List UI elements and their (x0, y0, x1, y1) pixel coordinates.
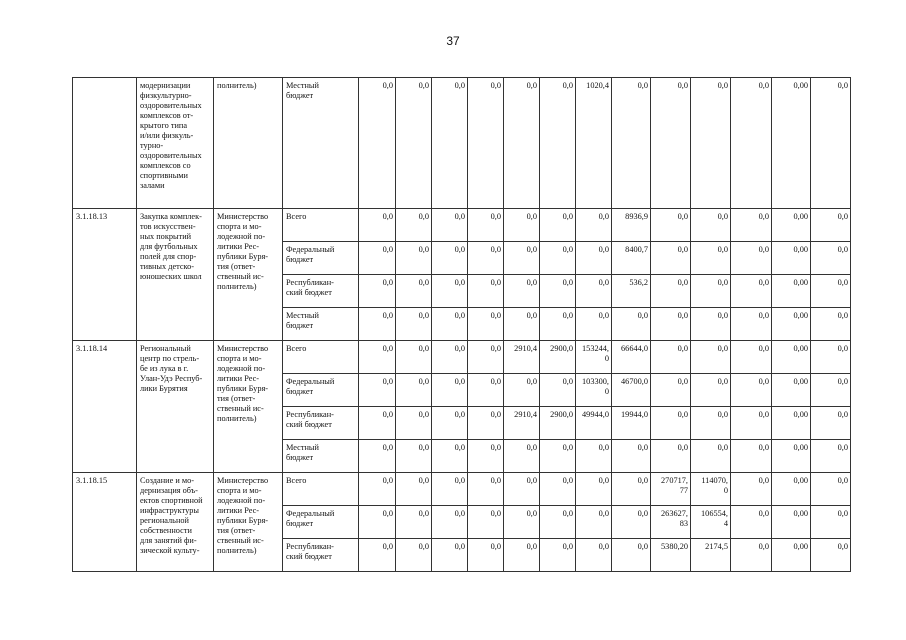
funding-source-cell: Всего (283, 473, 359, 506)
value-cell: 0,0 (396, 506, 432, 539)
item-code-cell: 3.1.18.14 (73, 341, 137, 473)
value-cell: 0,0 (504, 506, 540, 539)
value-cell: 0,0 (540, 275, 576, 308)
value-cell: 0,0 (731, 209, 772, 242)
value-cell: 0,0 (359, 506, 396, 539)
item-executor-cell: Министерство спорта и мо- лодежной по- литики Рес- публики Буря- тия (ответ- ственный ис- полнитель) (214, 473, 283, 572)
value-cell: 0,0 (396, 473, 432, 506)
value-cell: 0,0 (576, 506, 612, 539)
value-cell: 0,0 (811, 506, 851, 539)
value-cell: 0,0 (359, 308, 396, 341)
value-cell: 0,0 (504, 473, 540, 506)
item-executor-cell: Министерство спорта и мо- лодежной по- литики Рес- публики Буря- тия (ответ- ственный ис- полнитель) (214, 209, 283, 341)
value-cell: 0,0 (731, 275, 772, 308)
funding-source-cell: Федеральный бюджет (283, 374, 359, 407)
value-cell: 0,0 (576, 473, 612, 506)
value-cell: 263627, 83 (651, 506, 691, 539)
value-cell: 0,0 (651, 242, 691, 275)
table-row (73, 341, 851, 374)
value-cell: 49944,0 (576, 407, 612, 440)
table-row (73, 78, 851, 209)
value-cell: 2910,4 (504, 341, 540, 374)
value-cell: 0,00 (772, 78, 811, 209)
item-executor-cell: Министерство спорта и мо- лодежной по- литики Рес- публики Буря- тия (ответ- ственный ис- полнитель) (214, 341, 283, 473)
item-code-cell: 3.1.18.13 (73, 209, 137, 341)
budget-table (72, 77, 851, 572)
value-cell: 0,0 (612, 506, 651, 539)
value-cell: 0,0 (651, 440, 691, 473)
value-cell: 103300, 0 (576, 374, 612, 407)
value-cell: 0,0 (396, 341, 432, 374)
value-cell: 0,0 (359, 209, 396, 242)
funding-source-cell: Республикан- ский бюджет (283, 275, 359, 308)
value-cell: 0,0 (691, 308, 731, 341)
value-cell: 0,0 (811, 242, 851, 275)
funding-source-cell: Всего (283, 209, 359, 242)
item-name-cell: модернизации физкультурно- оздоровительных комплексов от- крытого типа и/или физкуль- турно- оздоровительных комплексов со спортивными залами (137, 78, 214, 209)
value-cell: 0,0 (731, 242, 772, 275)
value-cell: 1020,4 (576, 78, 612, 209)
page-number: 37 (446, 34, 460, 48)
value-cell: 0,0 (359, 341, 396, 374)
value-cell: 270717, 77 (651, 473, 691, 506)
value-cell: 0,0 (540, 539, 576, 572)
item-executor-cell: полнитель) (214, 78, 283, 209)
value-cell: 0,00 (772, 440, 811, 473)
value-cell: 0,0 (432, 308, 468, 341)
value-cell: 0,0 (396, 275, 432, 308)
value-cell: 0,0 (540, 374, 576, 407)
value-cell: 19944,0 (612, 407, 651, 440)
value-cell: 46700,0 (612, 374, 651, 407)
value-cell: 0,0 (731, 473, 772, 506)
value-cell: 0,0 (576, 440, 612, 473)
value-cell: 0,0 (359, 440, 396, 473)
value-cell: 0,0 (432, 407, 468, 440)
table-row (73, 473, 851, 506)
value-cell: 66644,0 (612, 341, 651, 374)
value-cell: 0,0 (359, 242, 396, 275)
value-cell: 0,0 (576, 275, 612, 308)
value-cell: 0,0 (396, 78, 432, 209)
funding-source-cell: Федеральный бюджет (283, 506, 359, 539)
value-cell: 0,0 (612, 308, 651, 341)
item-name-cell: Региональный центр по стрель- бе из лука в г. Улан-Удэ Респуб- лики Бурятия (137, 341, 214, 473)
value-cell: 0,0 (468, 78, 504, 209)
value-cell: 0,0 (540, 209, 576, 242)
funding-source-cell: Всего (283, 341, 359, 374)
value-cell: 0,0 (504, 209, 540, 242)
item-name-cell: Закупка комплек- тов искусствен- ных покрытий для футбольных полей для спор- тивных детско- юношеских школ (137, 209, 214, 341)
value-cell: 0,0 (432, 209, 468, 242)
value-cell: 0,0 (651, 407, 691, 440)
value-cell: 2900,0 (540, 341, 576, 374)
value-cell: 0,0 (396, 440, 432, 473)
value-cell: 0,0 (359, 407, 396, 440)
value-cell: 0,0 (468, 539, 504, 572)
value-cell: 2910,4 (504, 407, 540, 440)
item-code-cell (73, 78, 137, 209)
value-cell: 0,0 (468, 374, 504, 407)
value-cell: 0,0 (540, 308, 576, 341)
value-cell: 0,0 (731, 374, 772, 407)
value-cell: 0,0 (540, 242, 576, 275)
value-cell: 0,0 (396, 308, 432, 341)
funding-source-cell: Республикан- ский бюджет (283, 539, 359, 572)
table-row (73, 209, 851, 242)
value-cell: 153244, 0 (576, 341, 612, 374)
value-cell: 0,0 (468, 209, 504, 242)
value-cell: 0,0 (576, 209, 612, 242)
funding-source-cell: Местный бюджет (283, 440, 359, 473)
value-cell: 0,0 (691, 275, 731, 308)
value-cell: 0,0 (504, 275, 540, 308)
value-cell: 0,0 (731, 341, 772, 374)
value-cell: 0,0 (811, 374, 851, 407)
funding-source-cell: Местный бюджет (283, 308, 359, 341)
value-cell: 0,0 (432, 275, 468, 308)
value-cell: 0,0 (576, 539, 612, 572)
value-cell: 0,0 (540, 78, 576, 209)
value-cell: 0,0 (811, 275, 851, 308)
value-cell: 0,0 (691, 341, 731, 374)
value-cell: 0,0 (731, 440, 772, 473)
item-name-cell: Создание и мо- дернизация объ- ектов спортивной инфраструктуры региональной собственности для занятий фи- зической культу- (137, 473, 214, 572)
value-cell: 0,0 (731, 539, 772, 572)
value-cell: 0,00 (772, 374, 811, 407)
value-cell: 0,0 (432, 242, 468, 275)
value-cell: 0,0 (468, 308, 504, 341)
value-cell: 536,2 (612, 275, 651, 308)
value-cell: 0,0 (432, 539, 468, 572)
value-cell: 0,0 (468, 341, 504, 374)
value-cell: 5380,20 (651, 539, 691, 572)
value-cell: 0,0 (432, 473, 468, 506)
value-cell: 0,0 (359, 374, 396, 407)
value-cell: 0,0 (432, 374, 468, 407)
value-cell: 0,0 (468, 506, 504, 539)
value-cell: 0,0 (504, 440, 540, 473)
value-cell: 8936,9 (612, 209, 651, 242)
value-cell: 0,0 (731, 308, 772, 341)
value-cell: 0,0 (468, 275, 504, 308)
value-cell: 0,0 (540, 473, 576, 506)
value-cell: 0,0 (576, 242, 612, 275)
value-cell: 0,0 (691, 242, 731, 275)
value-cell: 0,0 (691, 440, 731, 473)
value-cell: 0,0 (811, 473, 851, 506)
value-cell: 0,0 (612, 539, 651, 572)
value-cell: 0,0 (468, 440, 504, 473)
value-cell: 2174,5 (691, 539, 731, 572)
value-cell: 0,0 (396, 407, 432, 440)
value-cell: 0,0 (811, 341, 851, 374)
value-cell: 0,0 (811, 539, 851, 572)
value-cell: 0,0 (811, 440, 851, 473)
value-cell: 114070, 0 (691, 473, 731, 506)
value-cell: 0,00 (772, 407, 811, 440)
value-cell: 0,0 (432, 78, 468, 209)
value-cell: 0,0 (396, 209, 432, 242)
funding-source-cell: Местный бюджет (283, 78, 359, 209)
value-cell: 0,0 (468, 473, 504, 506)
value-cell: 0,0 (504, 78, 540, 209)
value-cell: 0,00 (772, 473, 811, 506)
value-cell: 0,0 (691, 407, 731, 440)
value-cell: 0,0 (811, 209, 851, 242)
funding-source-cell: Республикан- ский бюджет (283, 407, 359, 440)
value-cell: 0,0 (651, 374, 691, 407)
value-cell: 0,0 (468, 242, 504, 275)
value-cell: 0,0 (691, 78, 731, 209)
value-cell: 0,0 (811, 308, 851, 341)
value-cell: 106554, 4 (691, 506, 731, 539)
value-cell: 0,0 (811, 407, 851, 440)
value-cell: 0,0 (359, 473, 396, 506)
value-cell: 0,0 (359, 78, 396, 209)
value-cell: 0,0 (396, 242, 432, 275)
value-cell: 0,00 (772, 275, 811, 308)
value-cell: 0,0 (731, 407, 772, 440)
value-cell: 0,0 (504, 539, 540, 572)
value-cell: 0,0 (504, 242, 540, 275)
value-cell: 8400,7 (612, 242, 651, 275)
value-cell: 0,0 (359, 275, 396, 308)
value-cell: 0,0 (396, 539, 432, 572)
funding-source-cell: Федеральный бюджет (283, 242, 359, 275)
value-cell: 0,00 (772, 506, 811, 539)
value-cell: 0,0 (651, 78, 691, 209)
value-cell: 0,0 (504, 374, 540, 407)
value-cell: 0,0 (691, 374, 731, 407)
value-cell: 0,0 (612, 440, 651, 473)
value-cell: 0,0 (731, 506, 772, 539)
value-cell: 0,0 (432, 341, 468, 374)
item-code-cell: 3.1.18.15 (73, 473, 137, 572)
value-cell: 0,0 (359, 539, 396, 572)
value-cell: 0,0 (651, 275, 691, 308)
value-cell: 0,0 (396, 374, 432, 407)
value-cell: 0,0 (540, 506, 576, 539)
value-cell: 0,0 (612, 473, 651, 506)
value-cell: 0,0 (651, 341, 691, 374)
value-cell: 0,00 (772, 308, 811, 341)
value-cell: 0,0 (691, 209, 731, 242)
value-cell: 0,0 (731, 78, 772, 209)
value-cell: 0,00 (772, 539, 811, 572)
value-cell: 0,0 (811, 78, 851, 209)
value-cell: 2900,0 (540, 407, 576, 440)
value-cell: 0,0 (651, 308, 691, 341)
value-cell: 0,0 (576, 308, 612, 341)
value-cell: 0,0 (651, 209, 691, 242)
value-cell: 0,0 (540, 440, 576, 473)
value-cell: 0,00 (772, 242, 811, 275)
value-cell: 0,0 (612, 78, 651, 209)
value-cell: 0,0 (468, 407, 504, 440)
value-cell: 0,0 (432, 506, 468, 539)
value-cell: 0,00 (772, 209, 811, 242)
value-cell: 0,0 (504, 308, 540, 341)
value-cell: 0,00 (772, 341, 811, 374)
value-cell: 0,0 (432, 440, 468, 473)
